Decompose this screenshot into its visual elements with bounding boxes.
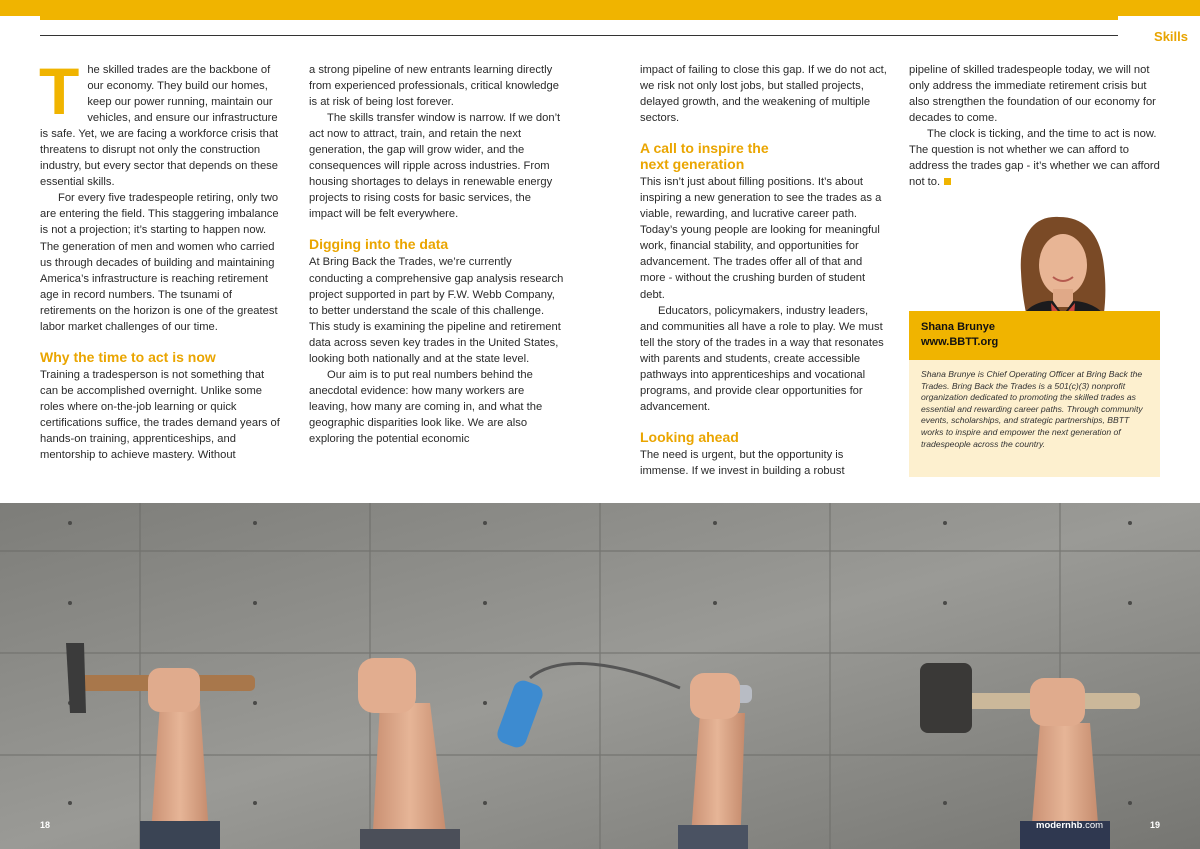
body-paragraph: impact of failing to close this gap. If we do not act, we risk not only lost jobs, but stalled projects, delayed growth, and the weakening of multiple sectors. [640, 64, 887, 125]
subheading-ahead: Looking ahead [640, 428, 739, 445]
author-box [909, 197, 1160, 477]
article-column-4 [909, 62, 1160, 190]
body-paragraph: For every five tradespeople retiring, only two are entering the field. This staggering imbalance is not a projection; it’s starting to happen now. The generation of men and women who carried us through decades of building and maintaining America’s infrastructure is reaching retirement age in record numbers. The tsunami of retirements on the horizon is one of the greatest labor market challenges of our time. [40, 192, 279, 333]
author-name-band [909, 311, 1160, 361]
author-link[interactable]: www.BBTT.org [921, 336, 999, 348]
subheading-why-now: Why the time to act is now [40, 348, 216, 365]
end-mark-icon [944, 178, 951, 185]
body-paragraph: Our aim is to put real numbers behind the anecdotal evidence: how many workers are leaving, how many are coming in, and what the geographic disparities look like. We are also exploring the potential economic [309, 368, 543, 445]
page-number-left: 18 [40, 820, 51, 830]
author-name: Shana Brunye [921, 321, 995, 333]
article-column-1 [39, 54, 285, 463]
article-column-3 [640, 62, 888, 479]
author-bio: Shana Brunye is Chief Operating Officer at Bring Back the Trades. Bring Back the Trades is a 501(c)(3) nonprofit organization dedicated to promoting the skilled trades as essential and rewarding career paths. Through community events, scholarships, and strategic partnerships, BBTT works to inspire and empower the next generation of tradespeople across the country. [909, 360, 1160, 477]
header-rule [40, 35, 1118, 36]
hero-photo [0, 503, 1200, 849]
body-paragraph: The skills transfer window is narrow. If we don’t act now to attract, train, and retain the next generation, the gap will grow wider, and the consequences will ripple across industries. From housing shortages to delays in renewable energy projects to rising costs for basic services, the impact will be felt everywhere. [309, 112, 561, 221]
intro-paragraph: The skilled trades are the backbone of our economy. They build our homes, keep our power running, maintain our vehicles, and ensure our infrastructure is safe. Yet, we are facing a workforce crisis that threatens to disrupt not only the construction industry, but every sector that depends on these essential skills. [39, 54, 279, 189]
drop-cap: T [39, 54, 80, 128]
subheading-data: Digging into the data [309, 236, 449, 253]
body-paragraph: a strong pipeline of new entrants learning directly from experienced professionals, critical knowledge is at risk of being lost forever. [309, 64, 559, 109]
body-paragraph: The need is urgent, but the opportunity is immense. If we invest in building a robust [640, 448, 845, 477]
subheading-inspire: A call to inspire the next generation [640, 140, 769, 173]
top-accent-band [40, 14, 1118, 20]
article-column-2 [309, 62, 564, 447]
body-paragraph: This isn’t just about filling positions. It’s about inspiring a new generation to see the trades as a viable, rewarding, and lucrative career path. Today’s young people are looking for meaningful work, financial stability, and opportunities for advancement. The trades offer all of that and more - without the crushing burden of student debt. [640, 176, 882, 301]
body-paragraph: Training a tradesperson is not something that can be accomplished overnight. Unlike some roles where on-the-job learning or quick certifications suffice, the trades demand years of hands-on training, apprenticeships, and mentorship to achieve mastery. Without [40, 368, 280, 462]
body-paragraph: pipeline of skilled tradespeople today, we will not only address the immediate retirement crisis but also strengthen the foundation of our economy for decades to come. [909, 64, 1156, 125]
page-number-right: 19 [1150, 820, 1161, 830]
closing-paragraph: The clock is ticking, and the time to act is now. The question is not whether we can afford to address the trades gap - it’s whether we can afford not to. [909, 128, 1160, 189]
body-paragraph: Educators, policymakers, industry leaders, and communities all have a role to play. We must tell the story of the trades in a way that resonates with parents and students, create accessible pathways into apprenticeships and vocational programs, and provide clear opportunities for advancement. [640, 304, 884, 413]
site-url[interactable]: modernhb.com [1036, 820, 1104, 831]
section-label: Skills [1154, 29, 1188, 44]
body-paragraph: At Bring Back the Trades, we’re currently conducting a comprehensive gap analysis research project supported in part by F.W. Webb Company, to better understand the scale of this challenge. This study is examining the pipeline and retirement data across seven key trades in the United States, looking both nationally and at the state level. [309, 256, 564, 365]
